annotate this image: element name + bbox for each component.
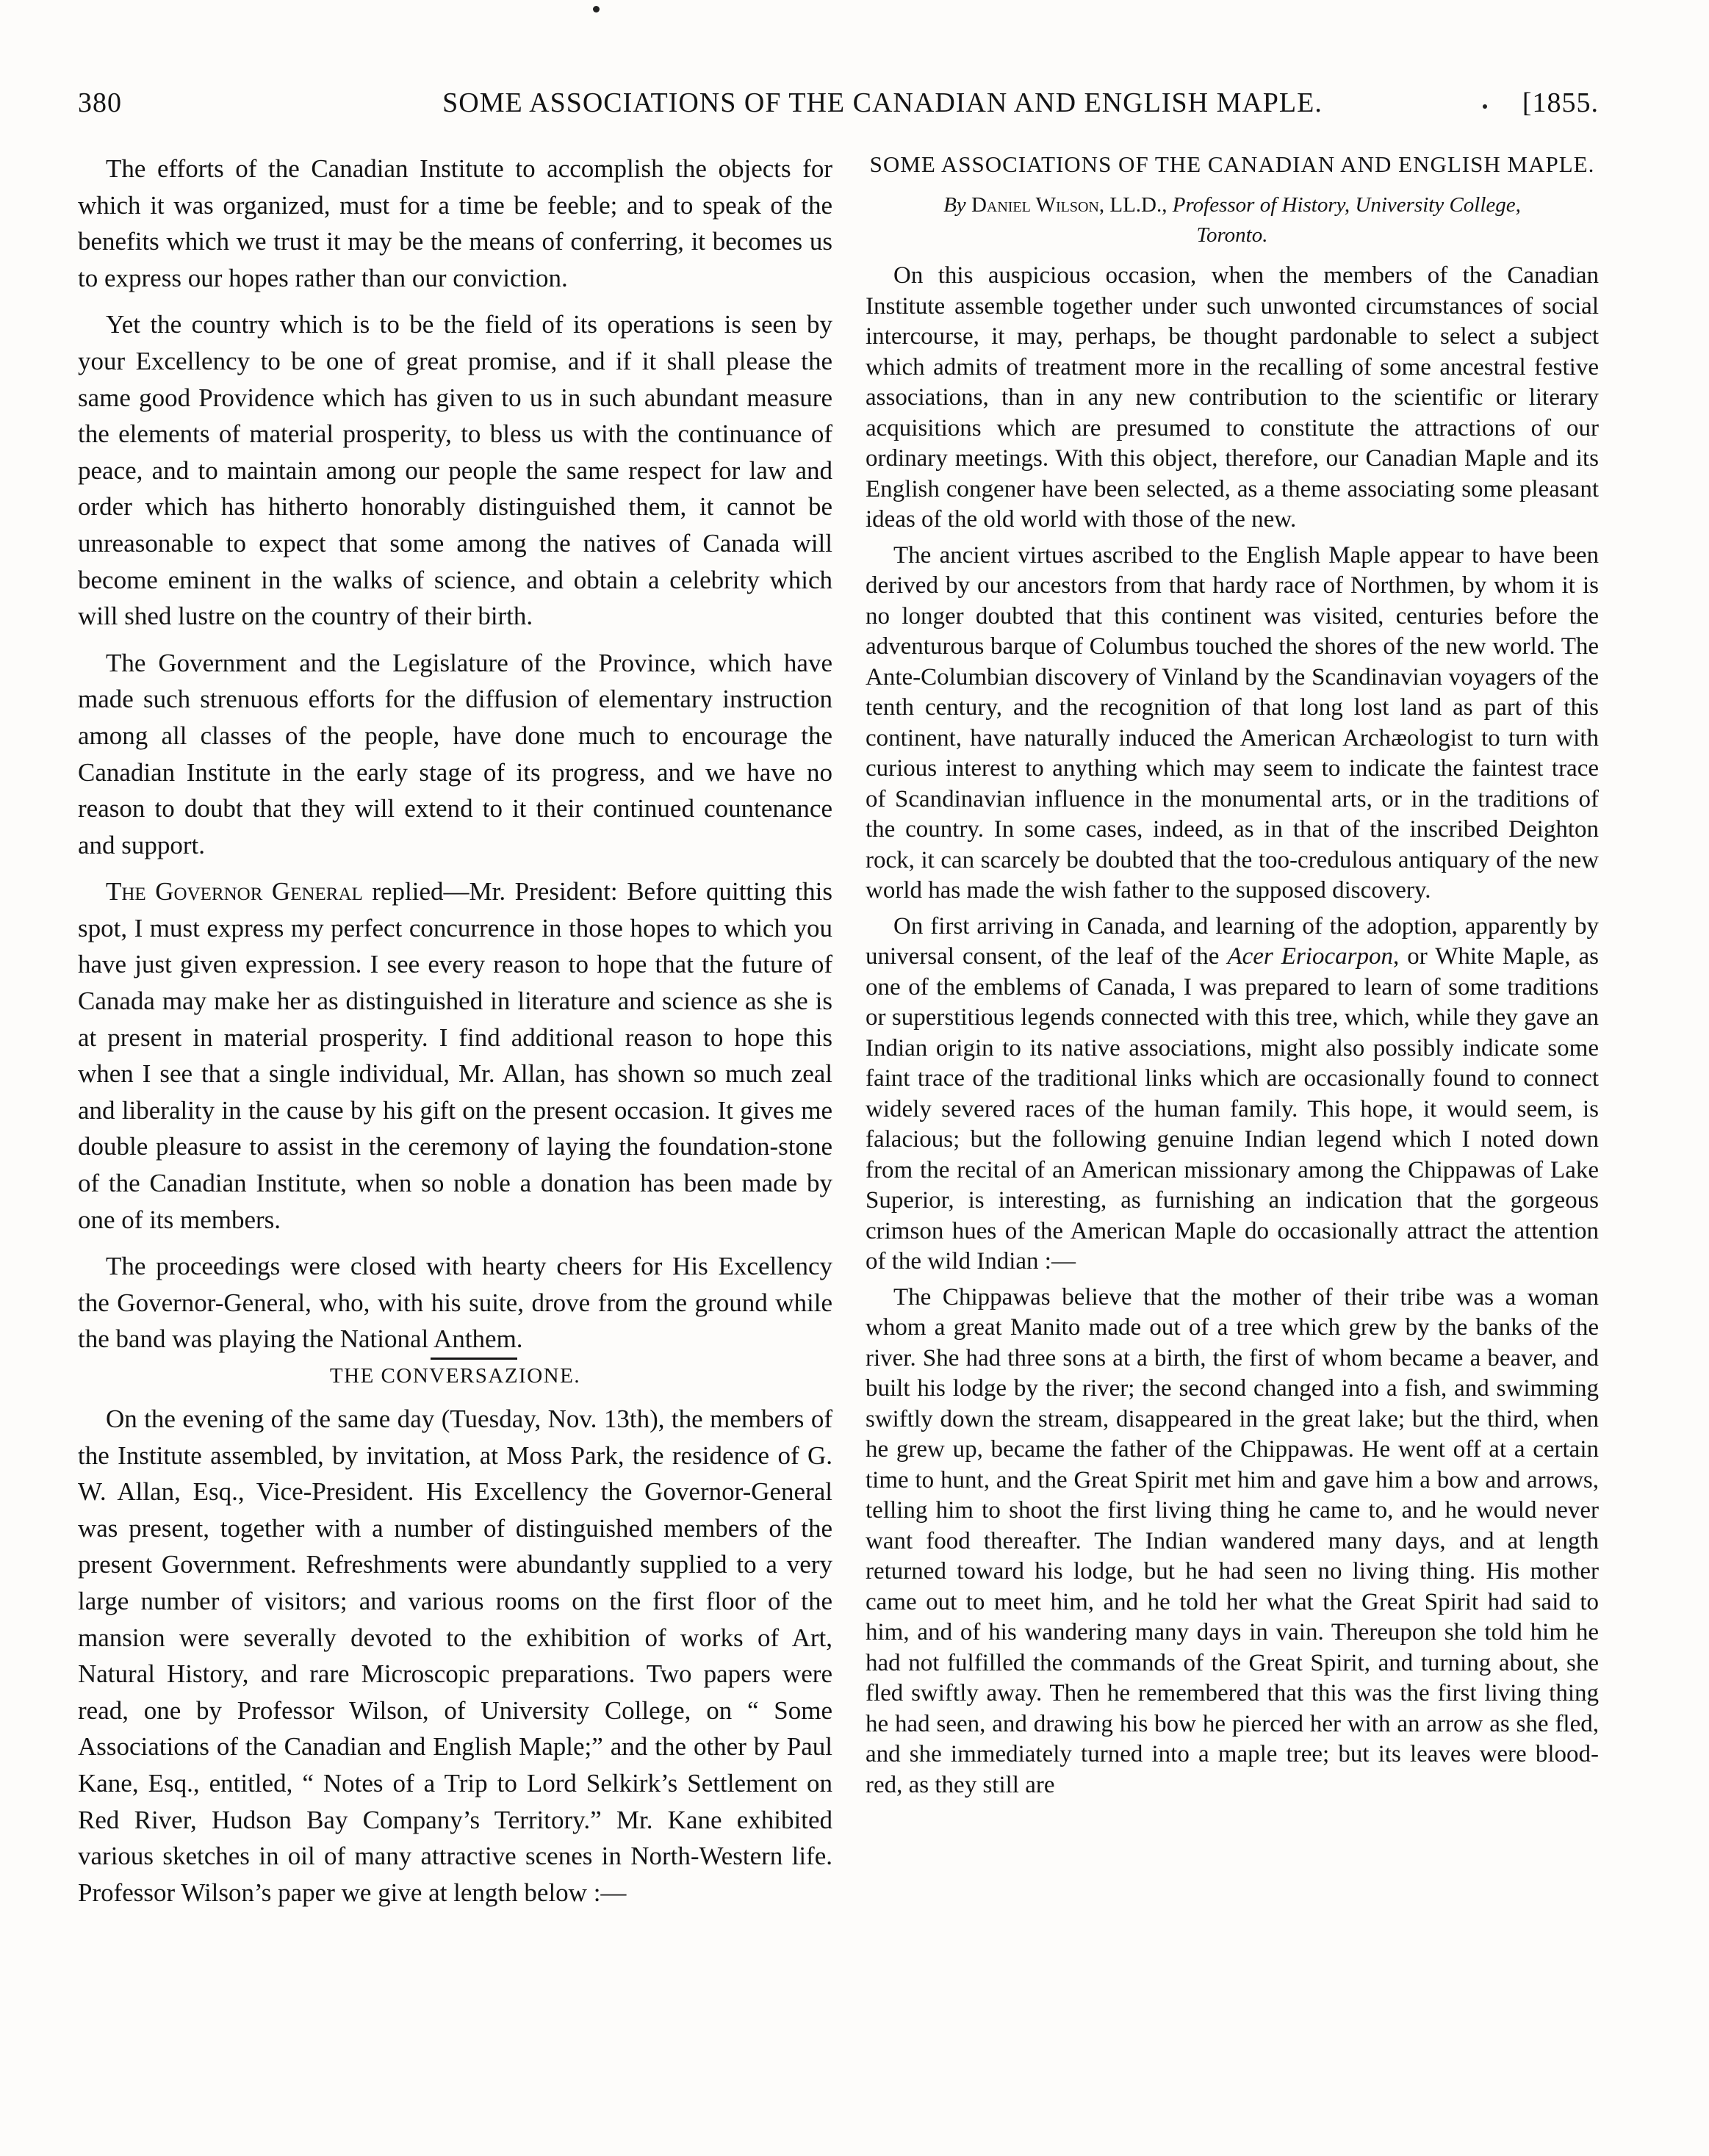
header-speck <box>1483 104 1487 109</box>
ink-speck <box>593 6 600 12</box>
running-title: SOME ASSOCIATIONS OF THE CANADIAN AND ENGLISH MAPLE. <box>442 87 1323 118</box>
header-year: [1855. <box>1522 87 1599 118</box>
author-name: Daniel Wilson <box>971 193 1099 217</box>
speech-text: replied—Mr. President: Before quitting this spot, I must express my perfect concurrence in those hopes to which you have just given expression. I see every reason to hope that the future of Canada may make her as distinguished in literature and science as she is at present in material prosperity. I find additional reason to hope this when I see that a single individual, Mr. Allan, has shown so much zeal and liberality in the cause by his gift on the present occasion. It gives me double pleasure to assist in the ceremony of laying the foundation-stone of the Canadian Institute, when so noble a donation has been made by one of its members. <box>78 877 832 1234</box>
paragraph: The Chippawas believe that the mother of their tribe was a woman whom a great Manito made out of a tree which grew by the banks of the river. She had three sons at a birth, the first of whom became a beaver, and built his lodge by the river; the second changed into a fish, and swimming swiftly down the stream, disappeared in the great lake; but the third, when he grew up, became the father of the Chippawas. He went off at a certain time to hunt, and the Great Spirit met him and gave him a bow and arrows, telling him to shoot the first living thing he came to, and he would never want food thereafter. The Indian wandered many days, and at length returned toward his lodge, but he had seen no living thing. His mother came out to meet him, and he told her what the Great Spirit had said to him, and of his wandering many days in vain. Thereupon she told him he had not fulfilled the commands of the Great Spirit, and turning about, she fled swiftly away. Then he remembered that this was the first living thing he had seen, and drawing his bow he pierced her with an arrow as she fled, and she immediately turned into a maple tree; but its leaves were blood-red, as they still are <box>866 1283 1599 1798</box>
paragraph: The efforts of the Canadian Institute to accomplish the objects for which it was organized, must for a time be feeble; and to speak of the benefits which we trust it may be the means of conferring, it becomes us to express our hopes rather than our conviction. <box>78 154 832 292</box>
left-column <box>78 151 832 1911</box>
right-column <box>866 151 1599 1800</box>
paragraph: The ancient virtues ascribed to the English Maple appear to have been derived by our ancestors from that hardy race of Northmen, by whom it is no longer doubted that this continent was visited, centuries before the adventurous barque of Columbus touched the shores of the new world. The Ante-Columbian discovery of Vinland by the Scandinavian voyagers of the tenth century, and the recognition of that long lost land as part of this continent, have naturally induced the American Archæologist to turn with curious interest to anything which may seem to indicate the faintest trace of Scandinavian influence in the monumental arts, or in the traditions of the country. In some cases, indeed, as in that of the inscribed Deighton rock, it can scarcely be doubted that the too-credulous antiquary of the new world has made the wish father to the supposed discovery. <box>866 541 1599 904</box>
article-title: SOME ASSOCIATIONS OF THE CANADIAN AND ENGLISH MAPLE. <box>869 151 1595 177</box>
paragraph: The proceedings were closed with hearty cheers for His Excellency the Governor-General, who, with his suite, drove from the ground while the band was playing the National Anthem. <box>78 1252 832 1354</box>
paragraph: On the evening of the same day (Tuesday, Nov. 13th), the members of the Institute assembled, by invitation, at Moss Park, the residence of G. W. Allan, Esq., Vice-President. His Excellency the Governor-General was present, together with a number of distinguished members of the present Government. Refreshments were abundantly supplied to a very large number of visitors; and various rooms on the first floor of the mansion were severally devoted to the exhibition of works of Art, Natural History, and rare Microscopic preparations. Two papers were read, one by Professor Wilson, of University College, on “ Some Associations of the Canadian and English Maple;” and the other by Paul Kane, Esq., entitled, “ Notes of a Trip to Lord Selkirk’s Settlement on Red River, Hudson Bay Company’s Territory.” Mr. Kane exhibited various sketches in oil of many attractive scenes in North-Western life. Professor Wilson’s paper we give at length below :— <box>78 1405 832 1907</box>
speaker-name: The Governor General <box>106 877 363 906</box>
text-segment: , or White Maple, as one of the emblems of Canada, I was prepared to learn of some traditions or superstitious legends connected with this tree, which, while they gave an Indian origin to its native associations, might also possibly indicate some faint trace of the traditional links which are occasionally found to connect widely severed races of the human family. This hope, it would seem, is falacious; but the following genuine Indian legend which I noted down from the recital of an American missionary among the Chippawas of Lake Superior, is interesting, as furnishing an indication that the gorgeous crimson hues of the American Maple do occasionally attract the attention of the wild Indian :— <box>866 943 1600 1275</box>
text-segment: On first arriving in Canada, and learning of the adoption, apparently by universal consent, of the leaf of the <box>866 912 1599 970</box>
latin-name: Acer Eriocarpon <box>1227 943 1393 970</box>
author-degree: , LL.D., <box>1098 193 1173 217</box>
paragraph: On this auspicious occasion, when the members of the Canadian Institute assemble together under such unwonted circumstances of social intercourse, it may, perhaps, be thought pardonable to select a subject which admits of treatment more in the recalling of some ancestral festive associations, than in any new contribution to the scientific or literary acquisitions which are presumed to constitute the attractions of our ordinary meetings. With this object, therefore, our Canadian Maple and its English congener have been selected, as a theme associating some pleasant ideas of the old world with those of the new. <box>866 262 1599 533</box>
page-number: 380 <box>78 87 122 118</box>
paragraph: Yet the country which is to be the field of its operations is seen by your Excellency to be one of great promise, and if it shall please the same good Providence which has given to us in such abundant measure the elements of material prosperity, to bless us with the continuance of peace, and to maintain among our people the same respect for law and order which has hitherto honorably distinguished them, it cannot be unreasonable to expect that some among the natives of Canada will become eminent in the walks of science, and obtain a celebrity which will shed lustre on the country of their birth. <box>78 310 832 631</box>
byline <box>866 192 1599 218</box>
byline-place: Toronto. <box>1196 223 1268 247</box>
paragraph: The Government and the Legislature of the Province, which have made such strenuous efforts for the diffusion of elementary instruction among all classes of the people, have done much to encourage the Canadian Institute in the early stage of its progress, and we have no reason to doubt that they will extend to it their continued countenance and support. <box>78 648 832 859</box>
byline-prefix: By <box>943 193 971 217</box>
section-heading: THE CONVERSAZIONE. <box>329 1364 581 1388</box>
paragraph <box>78 873 832 1238</box>
running-header <box>78 87 1599 123</box>
author-affiliation: Professor of History, University College, <box>1172 193 1521 217</box>
paragraph <box>866 912 1599 1277</box>
